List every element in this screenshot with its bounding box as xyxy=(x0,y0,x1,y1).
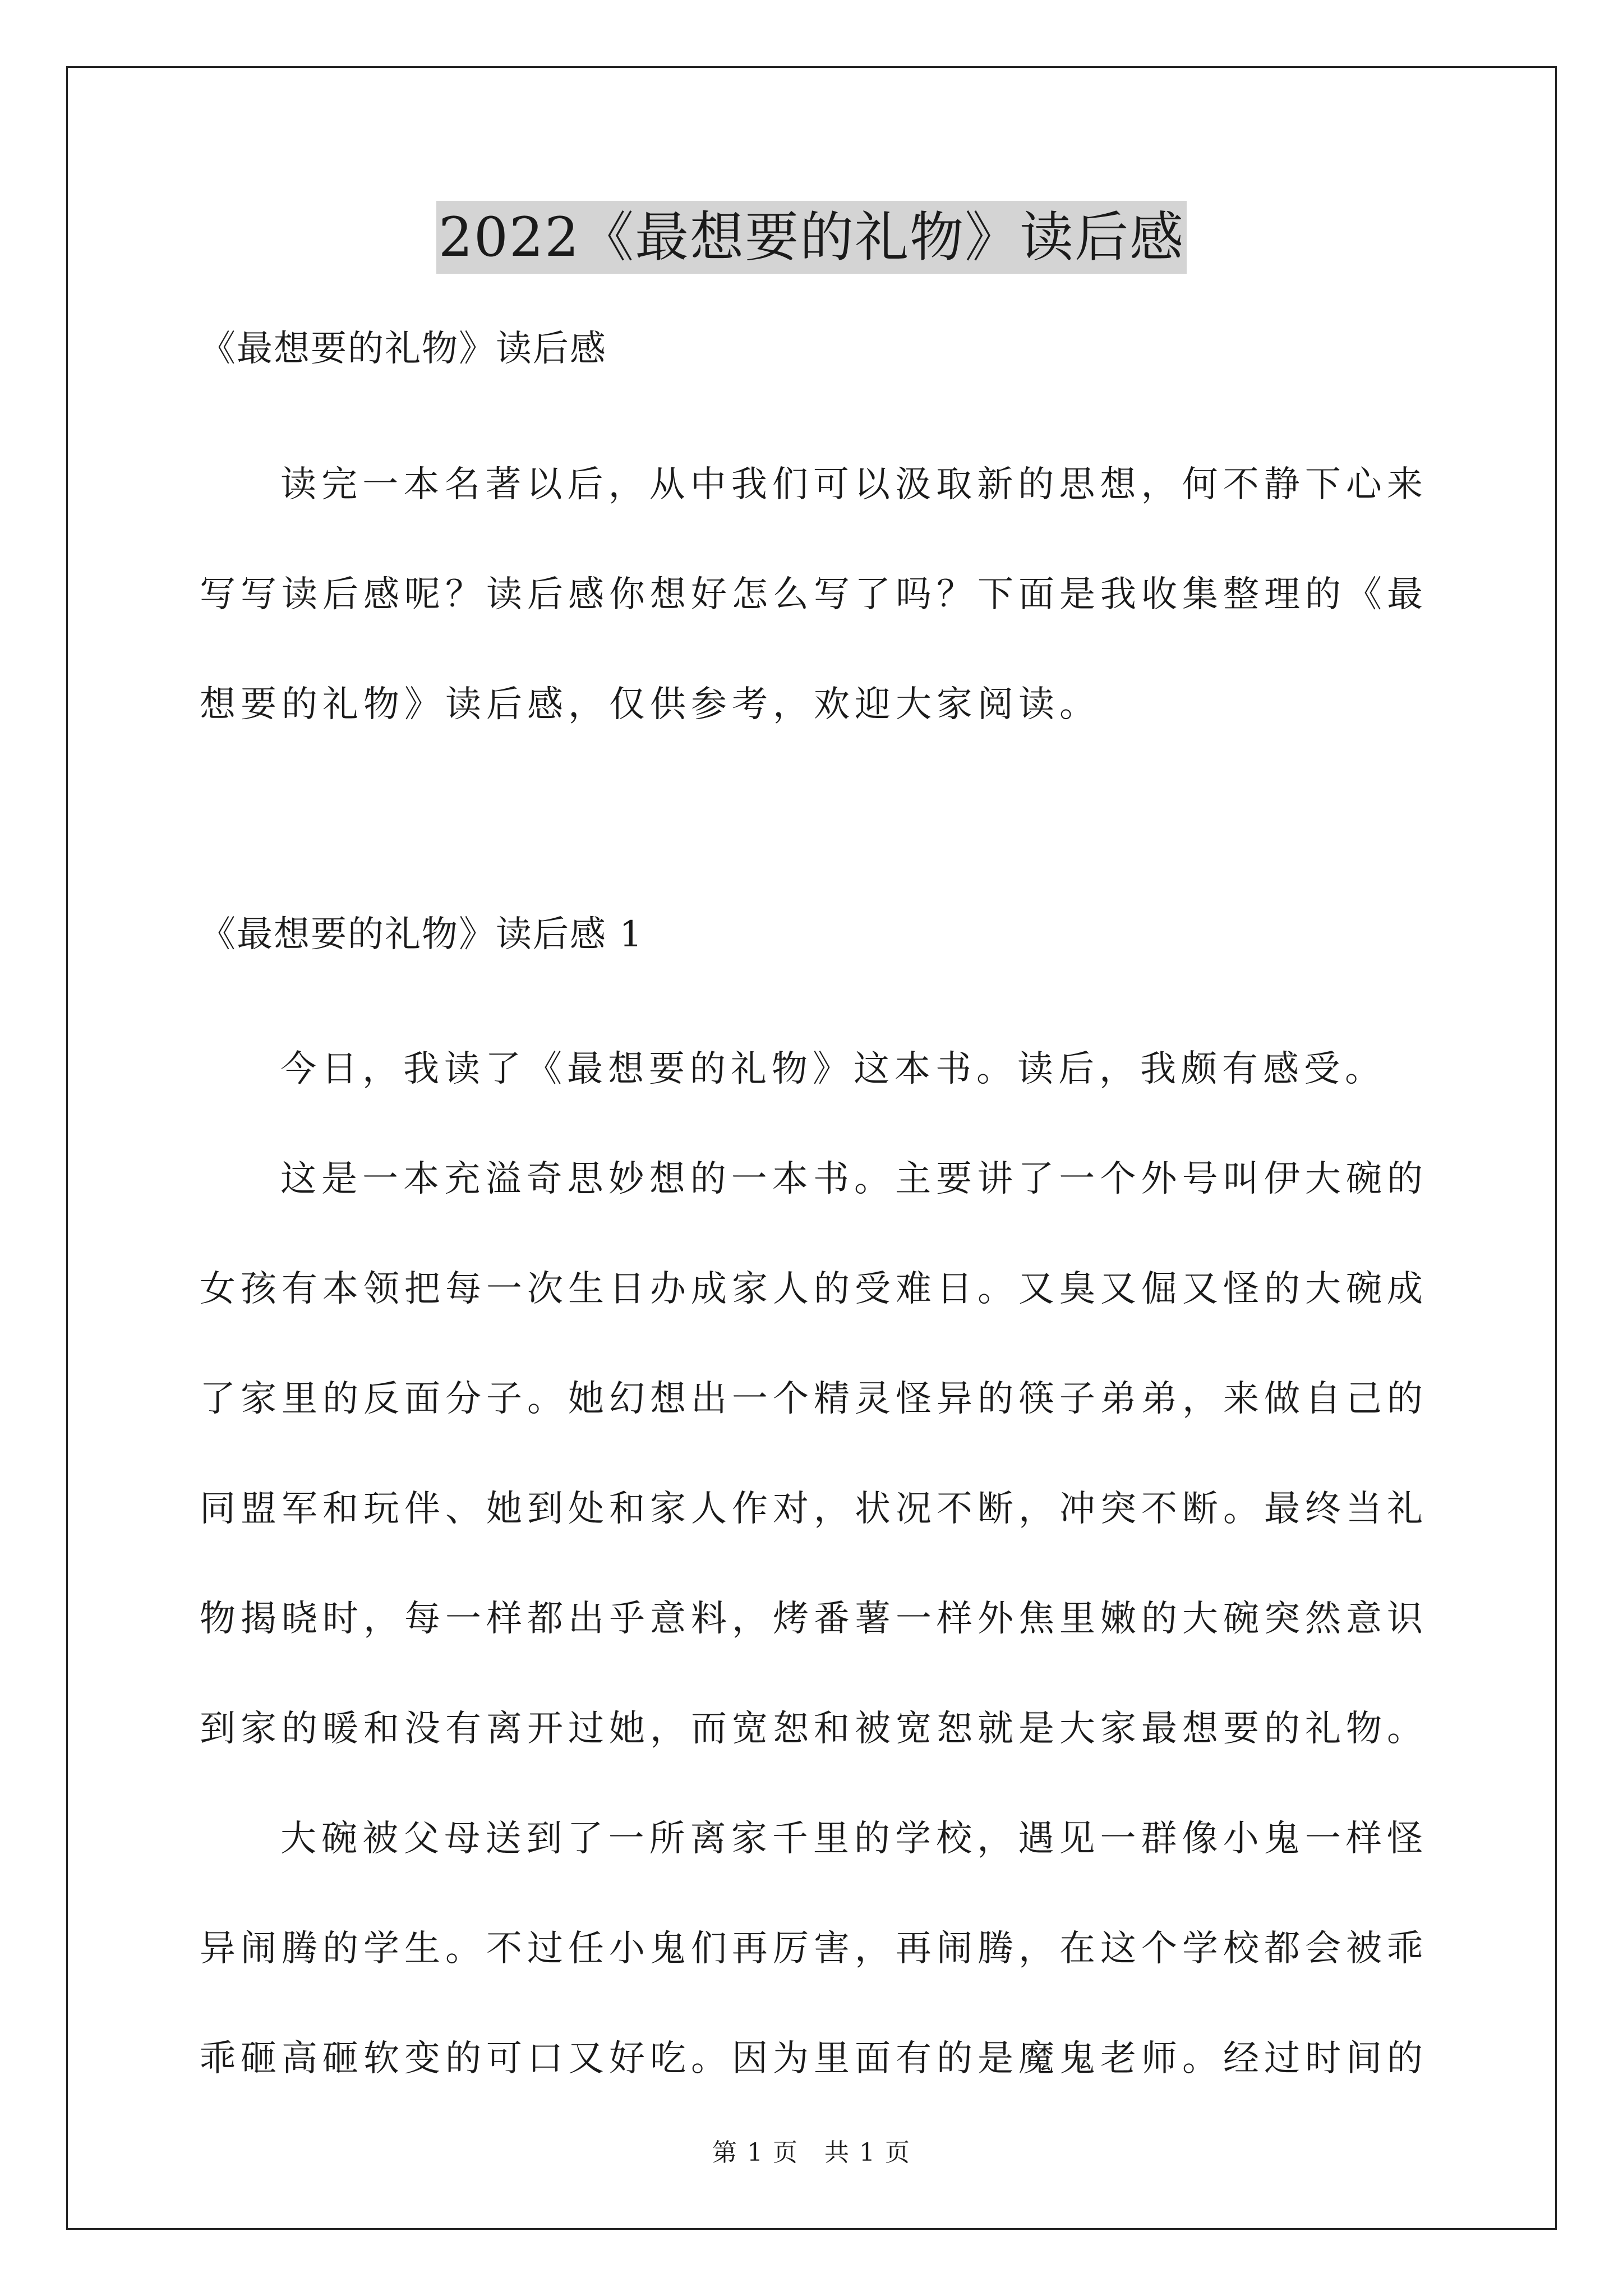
title-container xyxy=(0,201,1623,274)
page-footer: 第 1 页 共 1 页 xyxy=(712,2138,911,2167)
section-heading: 《最想要的礼物》读后感 1 xyxy=(200,914,644,955)
subtitle-heading: 《最想要的礼物》读后感 xyxy=(200,328,607,370)
intro-paragraph: 读完一本名著以后，从中我们可以汲取新的思想，何不静下心来写写读后感呢？读后感你想好怎么写了吗？下面是我收集整理的《最想要的礼物》读后感，仅供参考，欢迎大家阅读。 xyxy=(200,464,1428,725)
body-paragraph: 这是一本充溢奇思妙想的一本书。主要讲了一个外号叫伊大碗的女孩有本领把每一次生日办成家人的受难日。又臭又倔又怪的大碗成了家里的反面分子。她幻想出一个精灵怪异的筷子弟弟，来做自己的同盟军和玩伴、她到处和家人作对，状况不断，冲突不断。最终当礼物揭晓时，每一样都出乎意料，烤番薯一样外焦里嫩的大碗突然意识到家的暖和没有离开过她，而宽恕和被宽恕就是大家最想要的礼物。 xyxy=(200,1158,1428,1750)
document-title: 2022《最想要的礼物》读后感 xyxy=(436,201,1187,274)
body-paragraph: 今日，我读了《最想要的礼物》这本书。读后，我颇有感受。 xyxy=(280,1048,1386,1090)
document-body xyxy=(200,314,1428,2114)
body-paragraph: 大碗被父母送到了一所离家千里的学校，遇见一群像小鬼一样怪异闹腾的学生。不过任小鬼们再厉害，再闹腾，在这个学校都会被乖乖砸高砸软变的可口又好吃。因为里面有的是魔鬼老师。经过时间的 xyxy=(200,1818,1428,2079)
